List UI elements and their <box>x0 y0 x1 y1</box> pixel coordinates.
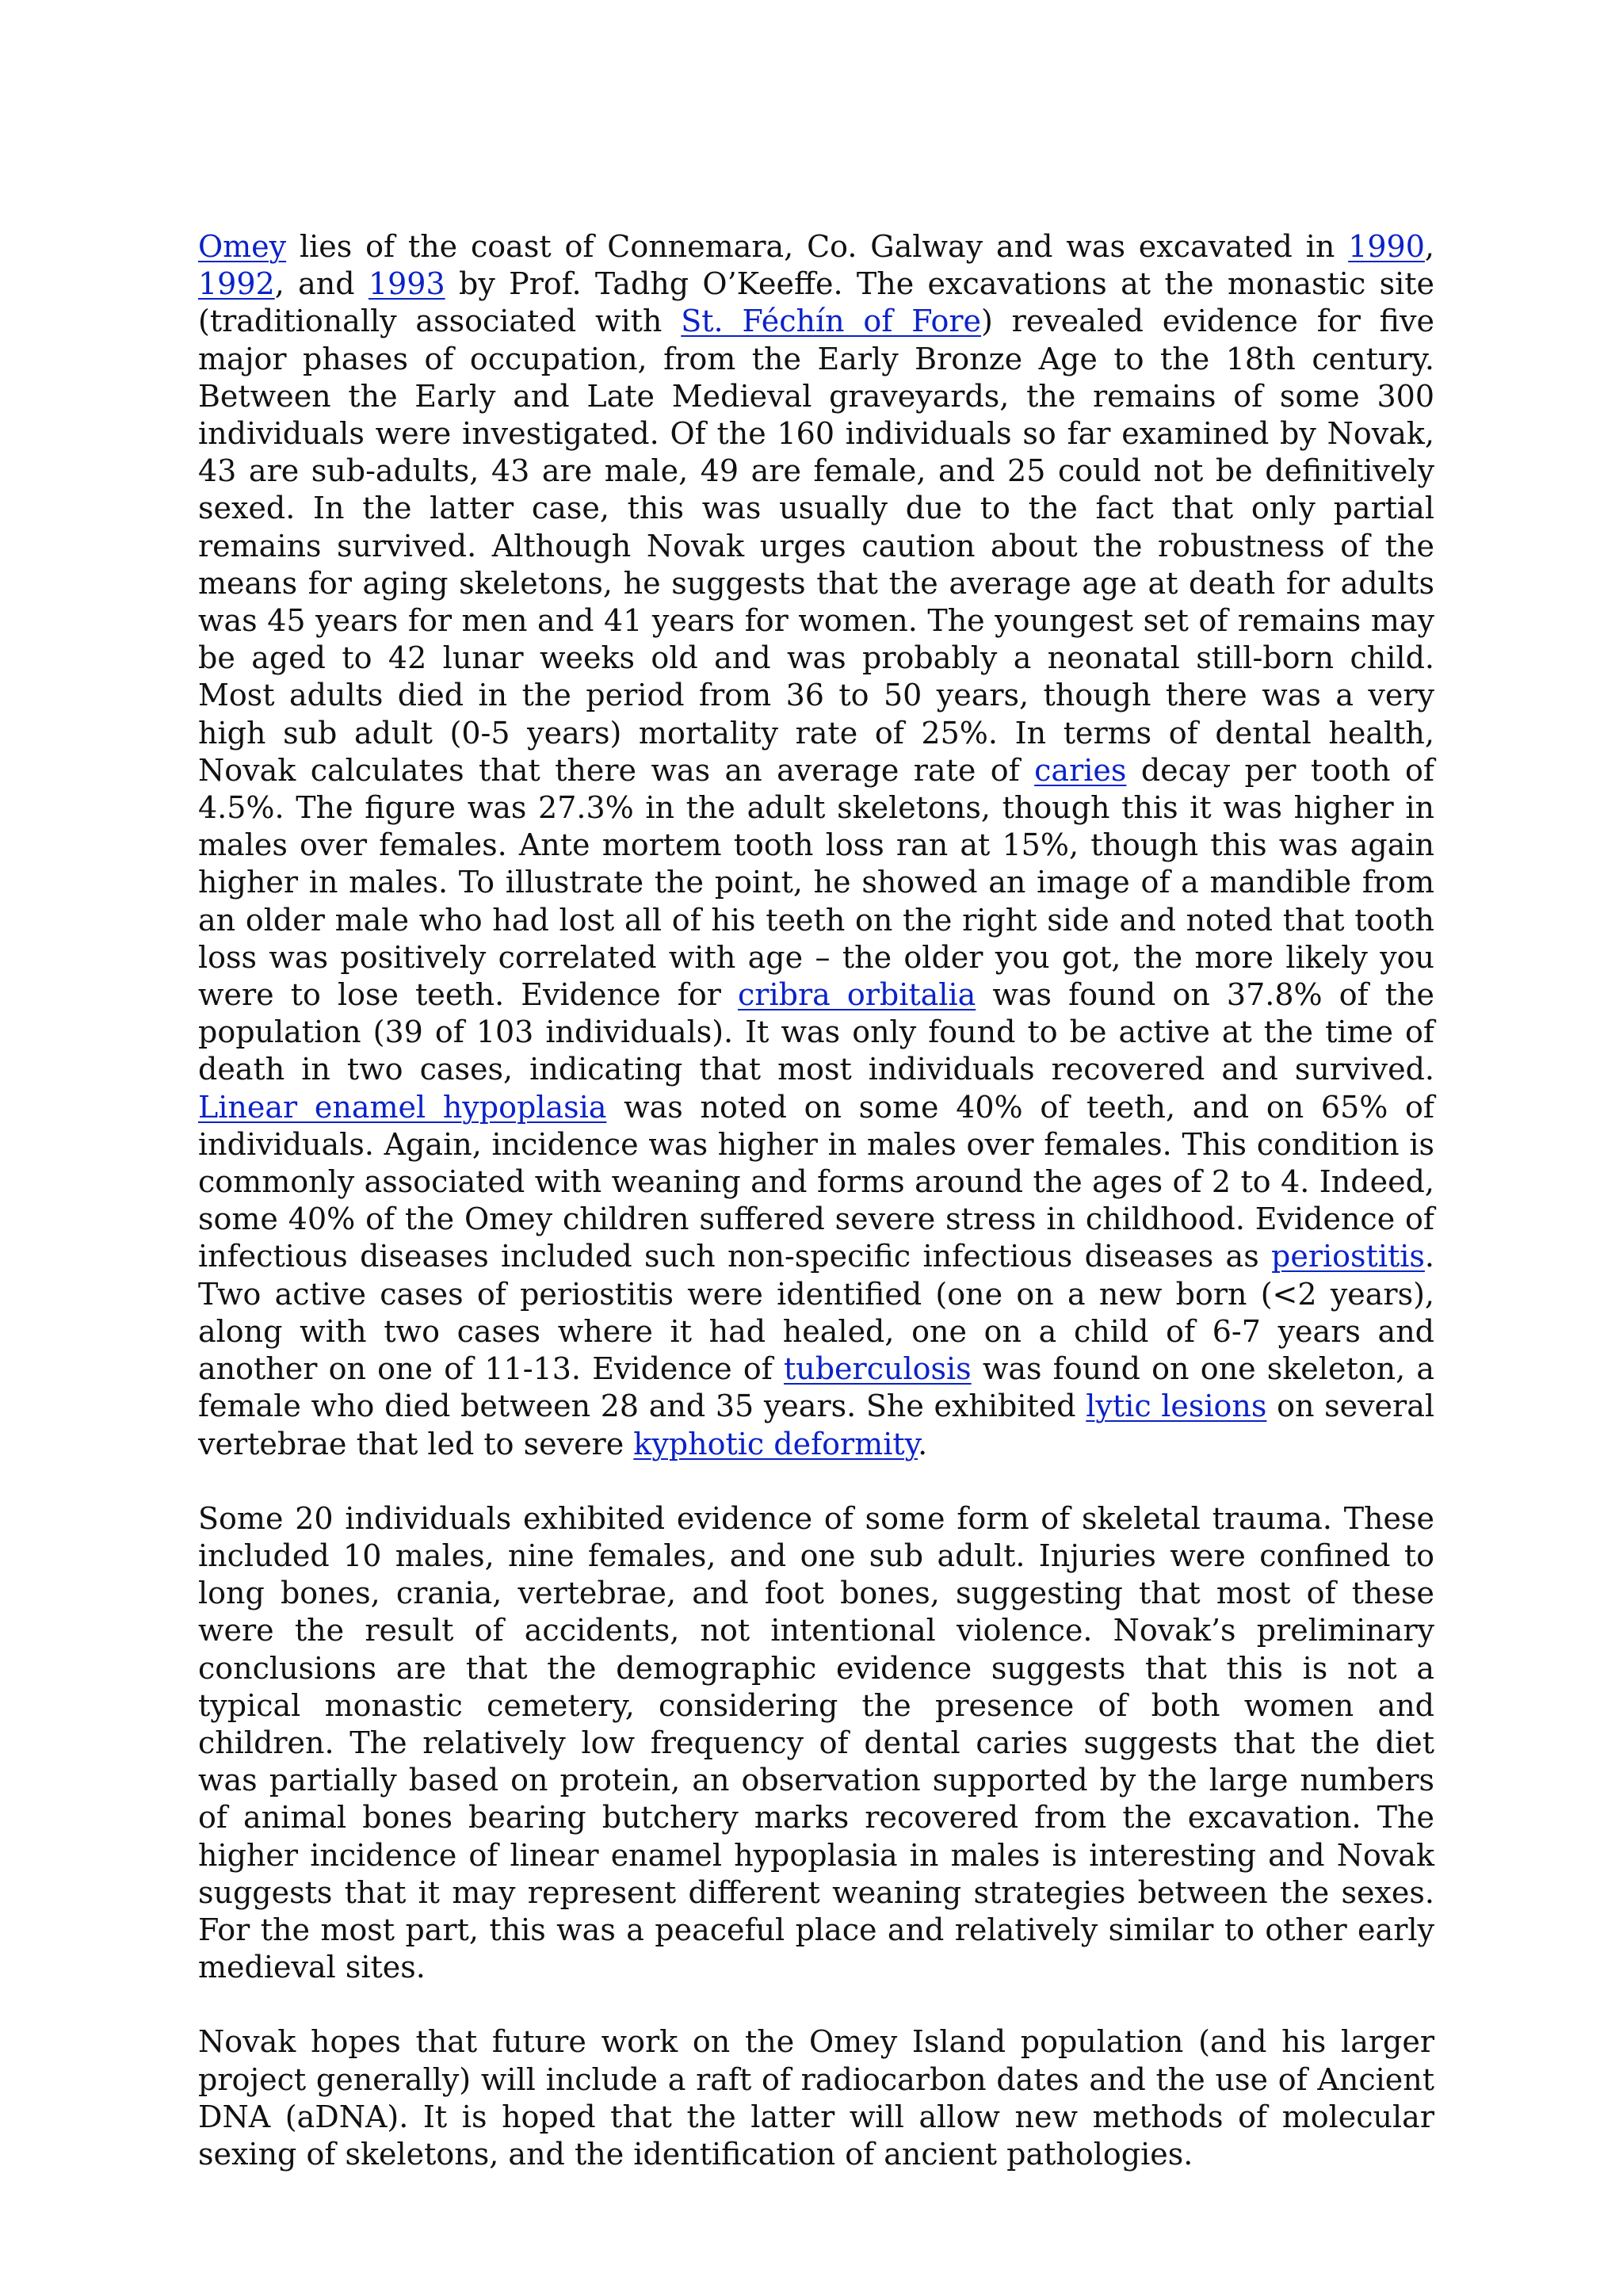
text-segment: lies of the coast of Connemara, Co. Galway and was excavated in <box>286 229 1349 264</box>
text-segment: , <box>1424 229 1434 264</box>
text-segment: was found on 37.8% of the population (39 of 103 individuals). It was only found to be active at the time of death in two cases, indicating that most individuals recovered and survived. <box>198 977 1434 1087</box>
text-segment: by Prof. Tadhg O’Keeffe. The excavations at the monastic site (traditionally associated with <box>198 266 1434 339</box>
link-1990[interactable]: 1990 <box>1348 229 1425 264</box>
link-omey[interactable]: Omey <box>198 229 287 264</box>
text-segment: . Two active cases of periostitis were identified (one on a new born (<2 years), along with two cases where it had healed, one on a child of 6-7 years and another on one of 11-13. Evidence of <box>198 1239 1434 1387</box>
link-linear-enamel-hypoplasia[interactable]: Linear enamel hypoplasia <box>198 1089 607 1125</box>
document-body <box>198 228 1434 2210</box>
text-segment: decay per tooth of 4.5%. The figure was 27.3% in the adult skeletons, though this it was higher in males over females. Ante mortem tooth loss ran at 15%, though this was again higher in males. To illustrate the point, he showed an image of a mandible from an older male who had lost all of his teeth on the right side and noted that tooth loss was positively correlated with age – the older you got, the more likely you were to lose teeth. Evidence for <box>198 752 1434 1013</box>
text-segment: ) revealed evidence for five major phases of occupation, from the Early Bronze Age to the 18th century. Between the Early and Late Medieval graveyards, the remains of some 300 individuals were investigated. Of the 160 individuals so far examined by Novak, 43 are sub-adults, 43 are male, 49 are female, and 25 could not be definitively sexed. In the latter case, this was usually due to the fact that only partial remains survived. Although Novak urges caution about the robustness of the means for aging skeletons, he suggests that the average age at death for adults was 45 years for men and 41 years for women. The youngest set of remains may be aged to 42 lunar weeks old and was probably a neonatal still-born child. Most adults died in the period from 36 to 50 years, though there was a very high sub adult (0-5 years) mortality rate of 25%. In terms of dental health, Novak calculates that there was an average rate of <box>198 304 1434 788</box>
link-1993[interactable]: 1993 <box>368 266 445 302</box>
link-1992[interactable]: 1992 <box>198 266 275 302</box>
link-caries[interactable]: caries <box>1034 752 1127 788</box>
link-lytic-lesions[interactable]: lytic lesions <box>1086 1389 1267 1424</box>
text-segment: , and <box>274 266 369 302</box>
text-segment: Novak hopes that future work on the Omey Island population (and his larger project generally) will include a raft of radiocarbon dates and the use of Ancient DNA (aDNA). It is hoped that the latter will allow new methods of molecular sexing of skeletons, and the identification of ancient pathologies. <box>198 2024 1434 2172</box>
text-segment: was noted on some 40% of teeth, and on 65% of individuals. Again, incidence was higher in males over females. This condition is commonly associated with weaning and forms around the ages of 2 to 4. Indeed, some 40% of the Omey children suffered severe stress in childhood. Evidence of infectious diseases included such non-specific infectious diseases as <box>198 1089 1434 1274</box>
text-segment: on several vertebrae that led to severe <box>198 1389 1434 1461</box>
link-tuberculosis[interactable]: tuberculosis <box>783 1351 972 1387</box>
text-segment: was found on one skeleton, a female who died between 28 and 35 years. She exhibited <box>198 1351 1435 1424</box>
paragraph-excavation-findings <box>198 228 1434 1463</box>
text-segment: . <box>918 1426 928 1461</box>
text-segment: Some 20 individuals exhibited evidence of some form of skeletal trauma. These included 10 males, nine females, and one sub adult. Injuries were confined to long bones, crania, vertebrae, and foot bones, suggesting that most of these were the result of accidents, not intentional violence. Novak’s preliminary conclusions are that the demographic evidence suggests that this is not a typical monastic cemetery, considering the presence of both women and children. The relatively low frequency of dental caries suggests that the diet was partially based on protein, an observation supported by the large numbers of animal bones bearing butchery marks recovered from the excavation. The higher incidence of linear enamel hypoplasia in males is interesting and Novak suggests that it may represent different weaning strategies between the sexes. For the most part, this was a peaceful place and relatively similar to other early medieval sites. <box>198 1500 1434 1985</box>
link-periostitis[interactable]: periostitis <box>1271 1239 1425 1274</box>
paragraph-future-work <box>198 2023 1434 2173</box>
link-kyphotic-deformity[interactable]: kyphotic deformity <box>633 1426 918 1461</box>
link-cribra-orbitalia[interactable]: cribra orbitalia <box>738 977 976 1013</box>
paragraph-skeletal-trauma <box>198 1500 1434 1987</box>
link-st-f-ch-n-of-fore[interactable]: St. Féchín of Fore <box>681 304 982 339</box>
